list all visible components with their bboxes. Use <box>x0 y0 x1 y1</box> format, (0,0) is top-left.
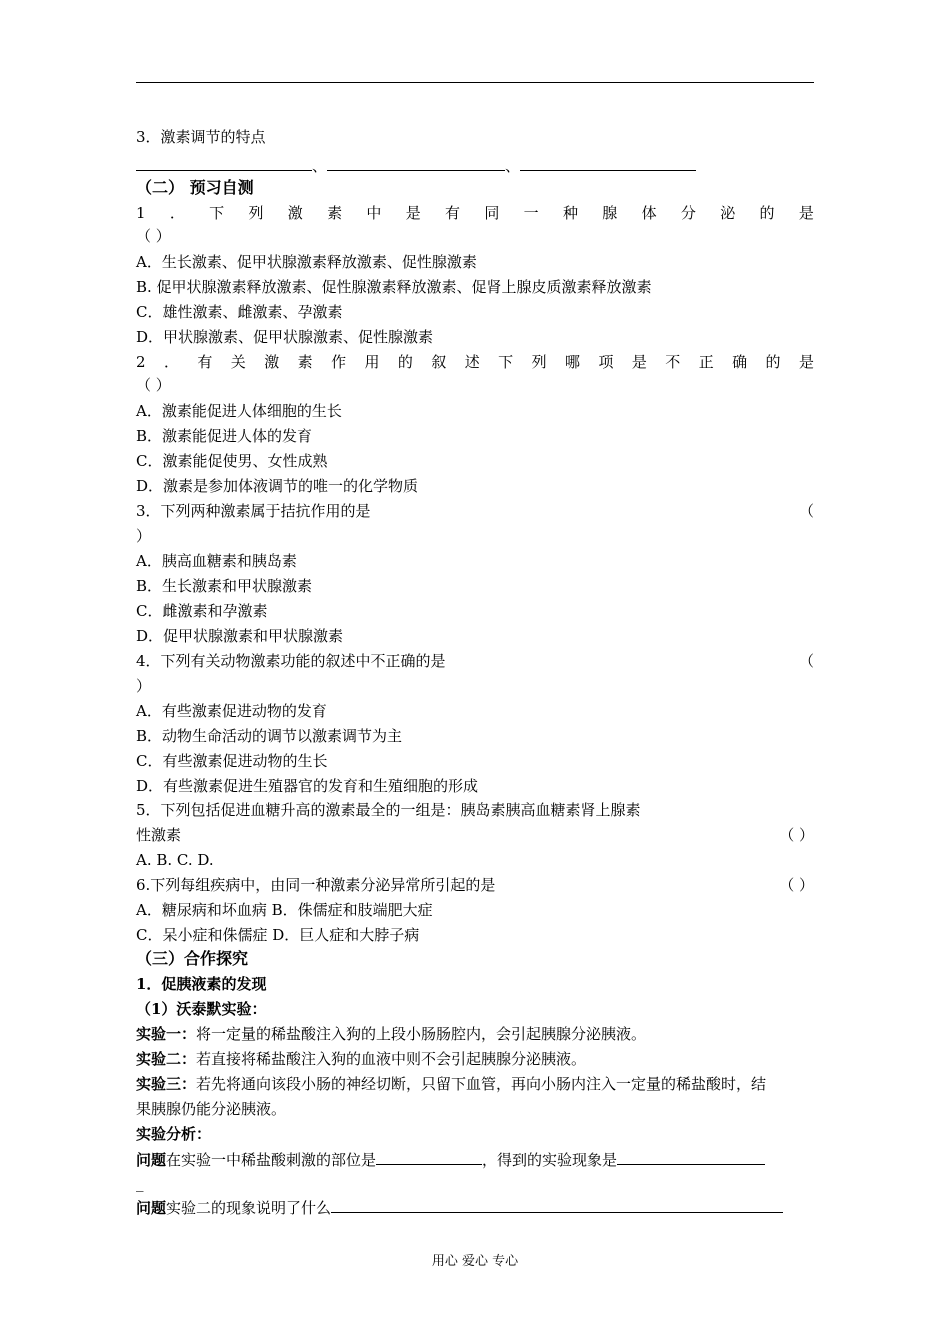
q2-char: ． <box>163 353 179 371</box>
q2-char: 用 <box>364 353 380 371</box>
analysis-heading: 实验分析： <box>136 1125 212 1143</box>
q3-title: 3．激素调节的特点 <box>136 128 266 146</box>
q1-char: 是 <box>798 204 814 222</box>
experiment-3-cont: 果胰腺仍能分泌胰液。 <box>136 1100 287 1118</box>
q1-char: 是 <box>405 204 421 222</box>
section-3-title: （三）合作探究 <box>136 949 249 968</box>
q2-char: 项 <box>598 353 614 371</box>
q4-open-paren: （ <box>798 652 814 670</box>
p1-text-1: 在实验一中稀盐酸刺激的部位是 <box>166 1151 377 1169</box>
q3b-stem-text: 3．下列两种激素属于拮抗作用的是 <box>136 502 371 520</box>
q2-char: 的 <box>765 353 781 371</box>
q1-char: 列 <box>248 204 264 222</box>
q2-char: 关 <box>230 353 246 371</box>
p2-blank[interactable] <box>331 1197 783 1213</box>
q4-stem-text: 4．下列有关动物激素功能的叙述中不正确的是 <box>136 652 446 670</box>
p2-text: 实验二的现象说明了什么 <box>166 1199 332 1217</box>
q3b-open-paren: （ <box>798 502 814 520</box>
q2-char: 正 <box>698 353 714 371</box>
q2-char: 述 <box>464 353 480 371</box>
q2-char: 是 <box>798 353 814 371</box>
q2-option-c[interactable]: C．激素能促使男、女性成熟 <box>136 452 328 470</box>
subheading-wertheimer: （1）沃泰默实验： <box>136 1000 267 1018</box>
blank-2[interactable] <box>327 155 505 171</box>
q3b-option-a[interactable]: A．胰高血糖素和胰岛素 <box>136 552 297 570</box>
q2-char: 作 <box>331 353 347 371</box>
q2-char: 叙 <box>431 353 447 371</box>
q5-stem-text: 性激素 <box>136 826 182 844</box>
exp2-text: 若直接将稀盐酸注入狗的血液中则不会引起胰腺分泌胰液。 <box>196 1050 587 1068</box>
q1-stem <box>136 203 814 223</box>
q1-char: 下 <box>209 204 225 222</box>
q1-char: 泌 <box>720 204 736 222</box>
q5-options[interactable]: A. B. C. D. <box>136 851 214 869</box>
exp2-label: 实验二： <box>136 1050 197 1068</box>
q5-paren[interactable]: （ ） <box>779 826 814 844</box>
q2-paren[interactable]: （ ） <box>136 376 171 394</box>
p2-label: 问题 <box>136 1199 167 1217</box>
p1-dash: _ <box>136 1174 144 1192</box>
exp1-label: 实验一： <box>136 1025 197 1043</box>
q2-char: 有 <box>197 353 213 371</box>
q6-paren[interactable]: （ ） <box>779 876 814 894</box>
q1-char: 同 <box>484 204 500 222</box>
q4-option-a[interactable]: A．有些激素促进动物的发育 <box>136 702 327 720</box>
q2-char: 2 <box>136 353 146 371</box>
q6-stem-text: 6.下列每组疾病中，由同一种激素分泌异常所引起的是 <box>136 876 496 894</box>
experiment-3 <box>136 1074 814 1094</box>
q4-option-d[interactable]: D．有些激素促进生殖器官的发育和生殖细胞的形成 <box>136 777 479 795</box>
p1-blank-2[interactable] <box>617 1149 765 1165</box>
q2-char: 的 <box>397 353 413 371</box>
section-2-title: （二） 预习自测 <box>136 178 254 197</box>
q2-option-a[interactable]: A．激素能促进人体细胞的生长 <box>136 402 342 420</box>
sep-1: 、 <box>312 157 328 175</box>
q3b-stem <box>136 501 814 521</box>
p1-text-2: ，得到的实验现象是 <box>482 1151 618 1169</box>
q1-char: 种 <box>562 204 578 222</box>
q1-paren[interactable]: （ ） <box>136 227 171 245</box>
q6-options-cd[interactable]: C．呆小症和侏儒症 D．巨人症和大脖子病 <box>136 926 420 944</box>
q1-option-c[interactable]: C．雄性激素、雌激素、孕激素 <box>136 303 343 321</box>
experiment-2 <box>136 1049 814 1069</box>
q1-char: 体 <box>641 204 657 222</box>
exp1-text: 将一定量的稀盐酸注入狗的上段小肠肠腔内，会引起胰腺分泌胰液。 <box>196 1025 647 1043</box>
exp3-text-1: 若先将通向该段小肠的神经切断，只留下血管，再向小肠内注入一定量的稀盐酸时，结 <box>196 1075 767 1093</box>
q5-stem-line2 <box>136 825 814 845</box>
q1-char: 激 <box>287 204 303 222</box>
q2-option-b[interactable]: B．激素能促进人体的发育 <box>136 427 313 445</box>
q5-stem-line1: 5．下列包括促进血糖升高的激素最全的一组是：胰岛素胰高血糖素肾上腺素 <box>136 801 641 819</box>
blank-3[interactable] <box>520 155 696 171</box>
sep-2: 、 <box>505 157 521 175</box>
page-footer: 用心 爱心 专心 <box>431 1254 519 1269</box>
q4-close-paren: ） <box>136 677 152 695</box>
q1-char: 有 <box>445 204 461 222</box>
problem-1 <box>136 1149 814 1170</box>
q2-char: 素 <box>297 353 313 371</box>
q1-char: 腺 <box>602 204 618 222</box>
q3b-option-c[interactable]: C．雌激素和孕激素 <box>136 602 268 620</box>
experiment-1 <box>136 1024 814 1044</box>
q3b-close-paren: ） <box>136 527 152 545</box>
q6-options-ab[interactable]: A．糖尿病和坏血病 B．侏儒症和肢端肥大症 <box>136 901 433 919</box>
q4-stem <box>136 651 814 671</box>
q1-char: 素 <box>327 204 343 222</box>
q1-option-d[interactable]: D．甲状腺激素、促甲状腺激素、促性腺激素 <box>136 328 434 346</box>
q1-char: 中 <box>366 204 382 222</box>
q6-stem <box>136 875 814 895</box>
q2-stem <box>136 352 814 372</box>
p1-label: 问题 <box>136 1151 167 1169</box>
header-rule <box>136 82 814 83</box>
q1-option-a[interactable]: A．生长激素、促甲状腺激素释放激素、促性腺激素 <box>136 253 477 271</box>
q1-char: 分 <box>680 204 696 222</box>
q2-char: 不 <box>665 353 681 371</box>
q2-char: 下 <box>498 353 514 371</box>
q3b-option-d[interactable]: D．促甲状腺激素和甲状腺激素 <box>136 627 344 645</box>
q1-option-b[interactable]: B. 促甲状腺激素释放激素、促性腺激素释放激素、促肾上腺皮质激素释放激素 <box>136 278 652 296</box>
q3-blanks[interactable] <box>136 155 814 176</box>
q1-char: 的 <box>759 204 775 222</box>
q2-char: 确 <box>732 353 748 371</box>
subheading-1: 1．促胰液素的发现 <box>136 975 267 993</box>
q1-char: 1 <box>136 204 146 222</box>
q4-option-c[interactable]: C．有些激素促进动物的生长 <box>136 752 328 770</box>
q2-char: 列 <box>531 353 547 371</box>
q2-char: 哪 <box>565 353 581 371</box>
q4-option-b[interactable]: B．动物生命活动的调节以激素调节为主 <box>136 727 403 745</box>
q2-option-d[interactable]: D．激素是参加体液调节的唯一的化学物质 <box>136 477 419 495</box>
exp3-label: 实验三： <box>136 1075 197 1093</box>
q1-char: ． <box>169 204 185 222</box>
problem-2 <box>136 1197 814 1218</box>
q2-char: 是 <box>631 353 647 371</box>
q2-char: 激 <box>264 353 280 371</box>
q3b-option-b[interactable]: B．生长激素和甲状腺激素 <box>136 577 313 595</box>
p1-blank-1[interactable] <box>376 1149 482 1165</box>
blank-1[interactable] <box>136 155 312 171</box>
q1-char: 一 <box>523 204 539 222</box>
